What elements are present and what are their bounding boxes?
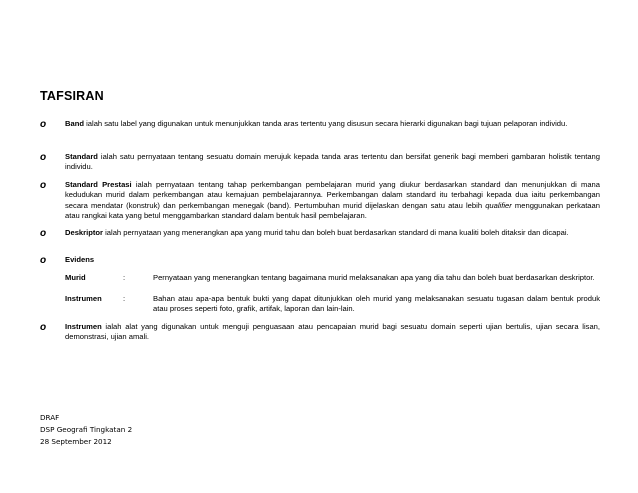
evidens-colon: : xyxy=(123,273,126,282)
item-term: Evidens xyxy=(65,255,95,264)
item-text xyxy=(65,180,600,221)
item-text xyxy=(65,322,600,343)
bullet-icon: o xyxy=(40,322,47,333)
bullet-icon: o xyxy=(40,180,47,191)
evidens-value: Pernyataan yang menerangkan tentang bagaimana murid melaksanakan apa yang dia tahu dan boleh buat berdasarkan deskriptor. xyxy=(153,273,595,282)
item-emphasis: qualifier xyxy=(485,200,512,210)
footer xyxy=(40,412,132,448)
footer-draft-label: DRAF xyxy=(40,413,60,422)
footer-document-name: DSP Geografi Tingkatan 2 xyxy=(40,425,133,434)
footer-date: 28 September 2012 xyxy=(40,437,112,446)
page-title: TAFSIRAN xyxy=(40,89,104,103)
item-text xyxy=(65,228,600,238)
item-description-end: menggunakan perkataan atau rangkai kata yang betul menggambarkan standard dalam bentuk hasil pembelajaran. xyxy=(65,200,600,220)
item-text xyxy=(65,119,600,129)
item-term: Deskriptor xyxy=(65,228,103,237)
item-term: Standard xyxy=(65,152,98,161)
item-description: ialah pernyataan tentang tahap perkembangan pembelajaran murid yang diukur berdasarkan standard dan menunjukkan di mana kedudukan murid dalam perkembangan atau kemajuan pembelajarannya. Perkembangan dalam standard itu terbahagi kepada dua iaitu perkembangan secara mendatar (konstruk) dan perkembangan menegak (band). Pertumbuhan murid dijelaskan dengan satu atau lebih xyxy=(65,180,600,210)
item-term: Band xyxy=(65,119,84,128)
evidens-colon: : xyxy=(123,294,126,303)
item-description: ialah satu pernyataan tentang sesuatu domain merujuk kepada tanda aras tertentu dan bersifat generik bagi memberi gambaran holistik tentang individu. xyxy=(65,152,600,172)
item-term: Instrumen xyxy=(65,322,102,331)
bullet-icon: o xyxy=(40,152,47,163)
item-description: ialah alat yang digunakan untuk menguji penguasaan atau pencapaian murid bagi sesuatu domain seperti ujian bertulis, ujian secara lisan, demonstrasi, ujian amali. xyxy=(65,322,600,342)
item-description: ialah pernyataan yang menerangkan apa yang murid tahu dan boleh buat berdasarkan standard di mana kualiti boleh ditaksir dan dicapai. xyxy=(102,228,569,237)
evidens-key: Instrumen xyxy=(65,294,102,303)
item-text xyxy=(65,255,600,265)
evidens-value: Bahan atau apa-apa bentuk bukti yang dapat ditunjukkan oleh murid yang melaksanakan sesuatu tugasan dalam bentuk produk atau proses seperti foto, grafik, artifak, laporan dan lain-lain. xyxy=(153,294,600,314)
bullet-icon: o xyxy=(40,228,47,239)
item-description: ialah satu label yang digunakan untuk menunjukkan tanda aras tertentu yang disusun secara hierarki digunakan bagi tujuan pelaporan individu. xyxy=(83,119,568,128)
item-term: Standard Prestasi xyxy=(65,180,132,189)
bullet-icon: o xyxy=(40,119,47,130)
item-text xyxy=(65,152,600,173)
evidens-key: Murid xyxy=(65,273,86,282)
bullet-icon: o xyxy=(40,255,47,266)
